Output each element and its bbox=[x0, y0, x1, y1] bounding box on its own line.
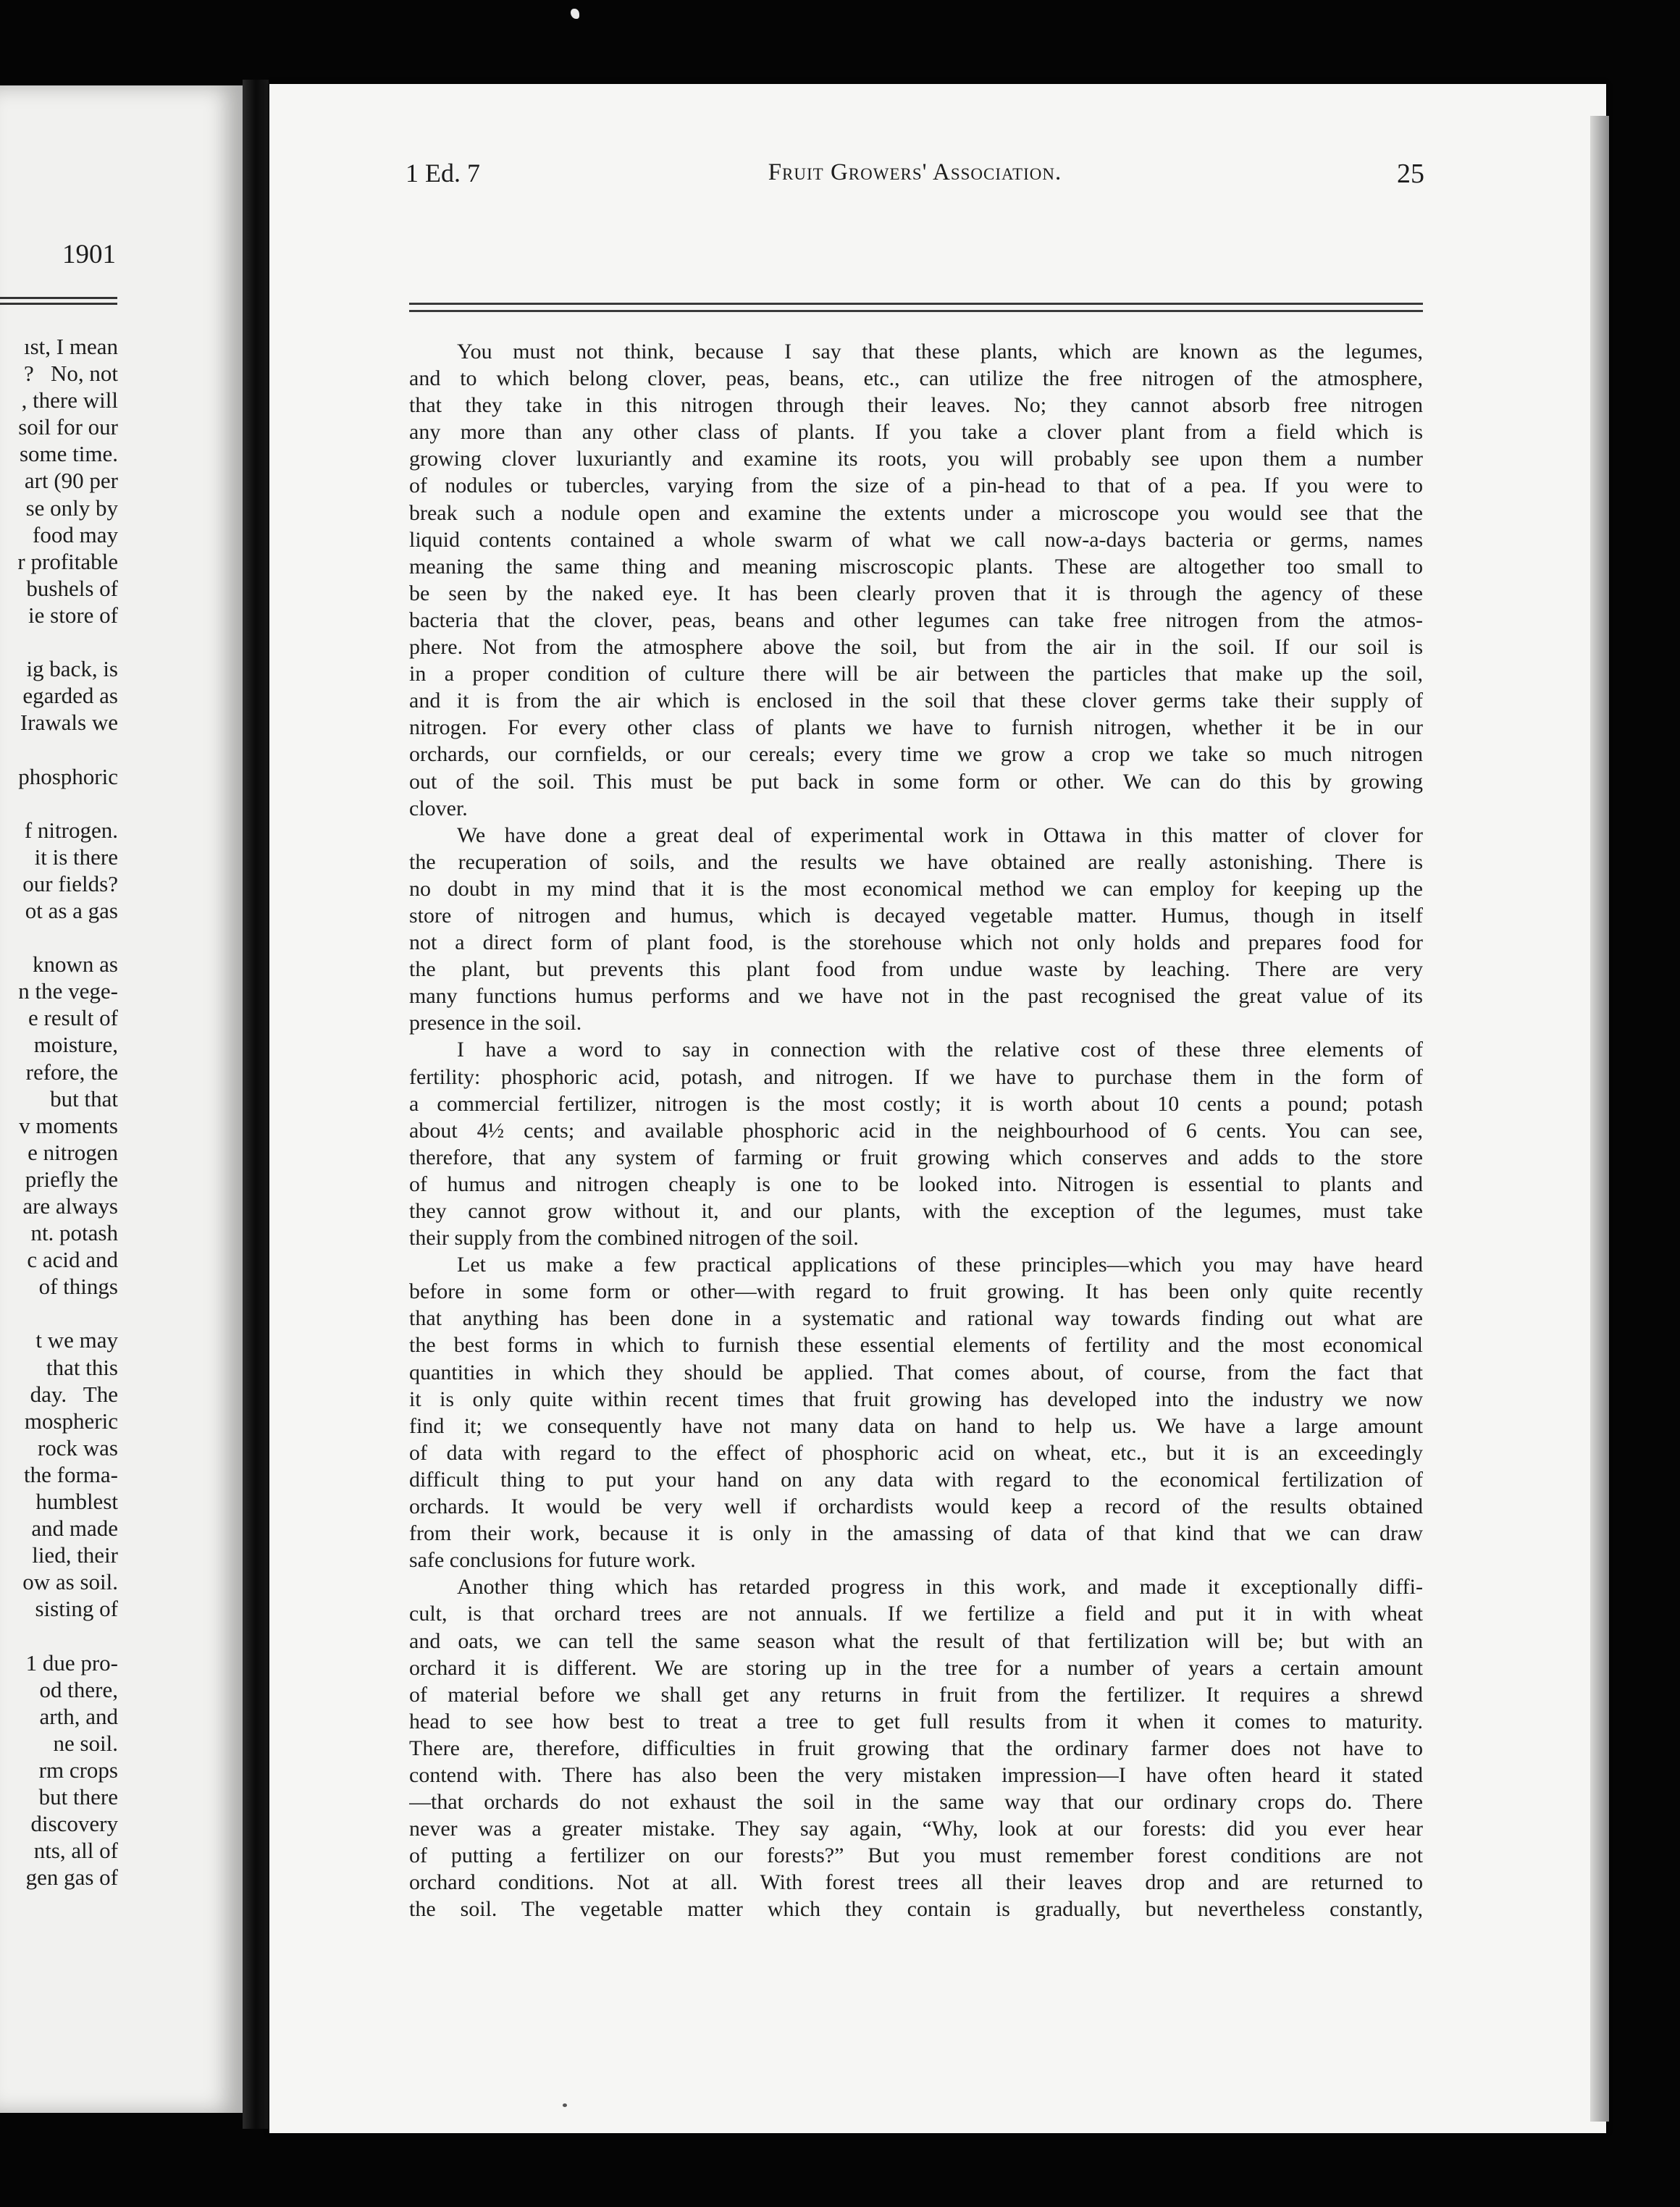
page-edge-shadow bbox=[1590, 116, 1609, 2122]
body-line: liquid contents contained a whole swarm of what we call now-a-days bacteria or germs, names bbox=[409, 527, 1423, 552]
facing-page-line: the forma- bbox=[24, 1461, 118, 1487]
header-rule-bottom bbox=[409, 310, 1423, 312]
body-line: that they take in this nitrogen through their leaves. No; they cannot absorb free nitrogen bbox=[409, 393, 1423, 418]
facing-page-line: it is there bbox=[34, 844, 118, 870]
facing-page-line bbox=[17, 924, 118, 951]
body-line: presence in the soil. bbox=[409, 1011, 582, 1035]
body-line: be seen by the naked eye. It has been clearly proven that it is through the agency of these bbox=[409, 581, 1423, 605]
body-line: —that orchards do not exhaust the soil in the same way that our ordinary crops do. There bbox=[409, 1790, 1423, 1815]
facing-page-line: v moments bbox=[19, 1112, 118, 1138]
facing-page-line: ot as a gas bbox=[25, 897, 118, 923]
body-line: difficult thing to put your hand on any data with regard to the economical fertilization of bbox=[409, 1467, 1423, 1492]
body-line: and it is from the air which is enclosed in the soil that these clover germs take their supply of bbox=[409, 689, 1423, 713]
page-number: 25 bbox=[1397, 159, 1424, 189]
body-line: before in some form or other—with regard to fruit growing. It has been only quite recently bbox=[409, 1279, 1423, 1304]
body-line: orchards, our cornfields, or our cereals; every time we grow a crop we take so much nitrogen bbox=[409, 742, 1423, 767]
body-line: not a direct form of plant food, is the storehouse which not only holds and prepares food for bbox=[409, 930, 1423, 955]
body-line: meaning the same thing and meaning miscroscopic plants. These are altogether too small to bbox=[409, 554, 1423, 579]
facing-page-line: rm crops bbox=[38, 1757, 118, 1783]
facing-page-line: e nitrogen bbox=[28, 1139, 118, 1165]
body-line: fertility: phosphoric acid, potash, and nitrogen. If we have to purchase them in the form of bbox=[409, 1064, 1423, 1089]
body-line: safe conclusions for future work. bbox=[409, 1548, 696, 1573]
facing-page-text bbox=[17, 333, 118, 1891]
body-line: phere. Not from the atmosphere above the soil, but from the air in the soil. If our soil is bbox=[409, 635, 1423, 660]
page-title: Fruit Growers' Association. bbox=[768, 159, 1062, 185]
facing-page-line: t we may bbox=[35, 1327, 118, 1353]
body-line: We have done a great deal of experimental work in Ottawa in this matter of clover for bbox=[457, 823, 1423, 847]
facing-page-line: e result of bbox=[28, 1005, 118, 1031]
facing-page-line bbox=[17, 629, 118, 655]
facing-page-line: f nitrogen. bbox=[24, 817, 118, 843]
facing-page-line: arth, and bbox=[39, 1703, 118, 1729]
facing-page-line: humblest bbox=[35, 1489, 118, 1515]
facing-page-line: ow as soil. bbox=[22, 1569, 118, 1595]
facing-page-year: 1901 bbox=[62, 240, 116, 269]
body-line: of nodules or tubercles, varying from the size of a pin-head to that of a pea. If you were to bbox=[409, 474, 1423, 498]
body-line: of material before we shall get any returns in fruit from the fertilizer. It requires a shrewd bbox=[409, 1682, 1423, 1707]
facing-page-line: are always bbox=[22, 1193, 118, 1219]
facing-page-line: ig back, is bbox=[26, 656, 118, 682]
body-line: and oats, we can tell the same season what the result of that fertilization will be; but with an bbox=[409, 1628, 1423, 1653]
facing-page-line: lied, their bbox=[32, 1542, 118, 1568]
body-line: they cannot grow without it, and our plants, with the exception of the legumes, must take bbox=[409, 1199, 1423, 1223]
body-line: the soil. The vegetable matter which they contain is gradually, but nevertheless constantly, bbox=[409, 1897, 1423, 1922]
facing-page-line: Irawals we bbox=[20, 710, 118, 736]
facing-page-line: nt. potash bbox=[30, 1220, 118, 1246]
facing-page-line: some time. bbox=[19, 441, 118, 467]
body-line: orchard conditions. Not at all. With forest trees all their leaves drop and are returned to bbox=[409, 1870, 1423, 1895]
facing-page-line bbox=[17, 1623, 118, 1649]
body-line: store of nitrogen and humus, which is decayed vegetable matter. Humus, though in itself bbox=[409, 903, 1423, 928]
facing-page-line: sisting of bbox=[35, 1596, 118, 1622]
body-line: of data with regard to the effect of phosphoric acid on wheat, etc., but it is an exceedingly bbox=[409, 1440, 1423, 1465]
facing-page-line: r profitable bbox=[17, 548, 118, 574]
facing-page-line: phosphoric bbox=[18, 763, 118, 789]
body-line: contend with. There has also been the very mistaken impression—I have often heard it stated bbox=[409, 1762, 1423, 1787]
facing-page-line: food may bbox=[33, 521, 118, 547]
body-line: out of the soil. This must be put back in some form or other. We can do this by growing bbox=[409, 769, 1423, 794]
facing-page-line: gen gas of bbox=[25, 1865, 118, 1891]
facing-page-line: se only by bbox=[25, 495, 118, 521]
body-line: and to which belong clover, peas, beans, etc., can utilize the free nitrogen of the atmosphere, bbox=[409, 366, 1423, 391]
facing-page-line: priefly the bbox=[25, 1166, 118, 1192]
facing-page-line: our fields? bbox=[22, 870, 118, 896]
facing-page-line: egarded as bbox=[22, 683, 118, 709]
body-line: of humus and nitrogen cheaply is one to be looked into. Nitrogen is essential to plants and bbox=[409, 1172, 1423, 1196]
facing-page-fragment bbox=[0, 85, 243, 2113]
facing-page-line: n the vege- bbox=[18, 978, 118, 1004]
body-line: the recuperation of soils, and the results we have obtained are really astonishing. There is bbox=[409, 849, 1423, 874]
facing-page-line: bushels of bbox=[26, 575, 118, 601]
facing-page-line: but that bbox=[50, 1085, 118, 1111]
facing-page-line: , there will bbox=[21, 387, 118, 413]
facing-page-line: nts, all of bbox=[33, 1838, 118, 1864]
header-rule-top bbox=[409, 303, 1423, 305]
facing-page-line bbox=[17, 790, 118, 817]
body-line: You must not think, because I say that these plants, which are known as the legumes, bbox=[457, 340, 1423, 363]
body-line: it is only quite within recent times that fruit growing has developed into the industry we now bbox=[409, 1387, 1423, 1411]
body-line: Another thing which has retarded progress in this work, and made it exceptionally diffi- bbox=[457, 1575, 1423, 1599]
body-line: growing clover luxuriantly and examine its roots, you will probably see upon them a number bbox=[409, 447, 1423, 471]
facing-page-line: soil for our bbox=[18, 414, 118, 440]
body-line: their supply from the combined nitrogen of the soil. bbox=[409, 1226, 859, 1250]
facing-page-line: od there, bbox=[39, 1676, 118, 1702]
facing-page-line: art (90 per bbox=[24, 468, 118, 494]
body-line: from their work, because it is only in the amassing of data of that kind that we can draw bbox=[409, 1521, 1423, 1546]
body-line: in a proper condition of culture there will be air between the particles that make up the soil, bbox=[409, 662, 1423, 686]
body-line: that anything has been done in a systematic and rational way towards finding out what are bbox=[409, 1306, 1423, 1331]
body-line: cult, is that orchard trees are not annuals. If we fertilize a field and put it in with wheat bbox=[409, 1602, 1423, 1626]
facing-page-line: moisture, bbox=[33, 1032, 118, 1058]
body-line: find it; we consequently have not many data on hand to help us. We have a large amount bbox=[409, 1413, 1423, 1438]
facing-page-line: c acid and bbox=[27, 1247, 118, 1273]
body-line: the best forms in which to furnish these essential elements of fertility and the most economical bbox=[409, 1333, 1423, 1358]
facing-page-line bbox=[17, 1300, 118, 1327]
facing-page-line: rock was bbox=[37, 1434, 118, 1460]
body-line: break such a nodule open and examine the extents under a microscope you would see that the bbox=[409, 500, 1423, 525]
facing-page-line: mospheric bbox=[24, 1408, 118, 1434]
facing-page-line: 1 due pro- bbox=[25, 1649, 118, 1676]
body-line: I have a word to say in connection with the relative cost of these three elements of bbox=[457, 1038, 1423, 1062]
body-line: bacteria that the clover, peas, beans and other legumes can take free nitrogen from the atmos- bbox=[409, 608, 1423, 632]
body-line: the plant, but prevents this plant food from undue waste by leaching. There are very bbox=[409, 957, 1423, 982]
session-label: 1 Ed. 7 bbox=[406, 159, 480, 188]
body-line: quantities in which they should be applied. That comes about, of course, from the fact that bbox=[409, 1360, 1423, 1384]
facing-page-line: known as bbox=[33, 951, 118, 978]
body-line: There are, therefore, difficulties in fruit growing that the ordinary farmer does not have to bbox=[409, 1736, 1423, 1760]
facing-page-line: of things bbox=[38, 1274, 118, 1300]
body-line: therefore, that any system of farming or fruit growing which conserves and adds to the store bbox=[409, 1145, 1423, 1169]
body-line: no doubt in my mind that it is the most economical method we can employ for keeping up the bbox=[409, 876, 1423, 901]
scan-dot bbox=[563, 2103, 567, 2107]
body-line: Let us make a few practical applications of these principles—which you may have heard bbox=[457, 1253, 1423, 1277]
facing-page-line: discovery bbox=[30, 1811, 118, 1837]
body-line: about 4½ cents; and available phosphoric acid in the neighbourhood of 6 cents. You can see, bbox=[409, 1118, 1423, 1143]
body-line: a commercial fertilizer, nitrogen is the most costly; it is worth about 10 cents a pound; potash bbox=[409, 1091, 1423, 1116]
scan-speck bbox=[571, 9, 579, 19]
body-line: of putting a fertilizer on our forests?” But you must remember forest conditions are not bbox=[409, 1844, 1423, 1868]
facing-page-line bbox=[17, 736, 118, 762]
body-line: any more than any other class of plants. If you take a clover plant from a field which is bbox=[409, 420, 1423, 445]
body-line: orchard it is different. We are storing up in the tree for a number of years a certain amount bbox=[409, 1655, 1423, 1680]
body-line: never was a greater mistake. They say again, “Why, look at our forests: did you ever hear bbox=[409, 1817, 1423, 1841]
body-line: nitrogen. For every other class of plants we have to furnish nitrogen, whether it be in our bbox=[409, 715, 1423, 740]
body-line: head to see how best to treat a tree to get full results from it when it comes to maturity. bbox=[409, 1709, 1423, 1733]
facing-page-line: ? No, not bbox=[23, 361, 118, 387]
body-line: clover. bbox=[409, 796, 468, 820]
article-body bbox=[409, 338, 1423, 1923]
body-line: orchards. It would be very well if orchardists would keep a record of the results obtained bbox=[409, 1495, 1423, 1519]
facing-page-line: ie store of bbox=[28, 602, 118, 628]
facing-page-line: that this bbox=[46, 1354, 118, 1380]
facing-page-line: ıst, I mean bbox=[24, 334, 118, 359]
facing-page-line: refore, the bbox=[25, 1059, 118, 1085]
facing-page-rule bbox=[0, 297, 117, 299]
running-head bbox=[406, 158, 1424, 193]
facing-page-line: but there bbox=[38, 1784, 118, 1810]
facing-page-line: day. The bbox=[30, 1381, 118, 1407]
body-line: many functions humus performs and we have not in the past recognised the great value of its bbox=[409, 984, 1423, 1009]
book-gutter bbox=[243, 80, 269, 2129]
facing-page-rule bbox=[0, 303, 117, 305]
facing-page-line: ne soil. bbox=[53, 1730, 118, 1756]
facing-page-line: and made bbox=[31, 1516, 118, 1542]
